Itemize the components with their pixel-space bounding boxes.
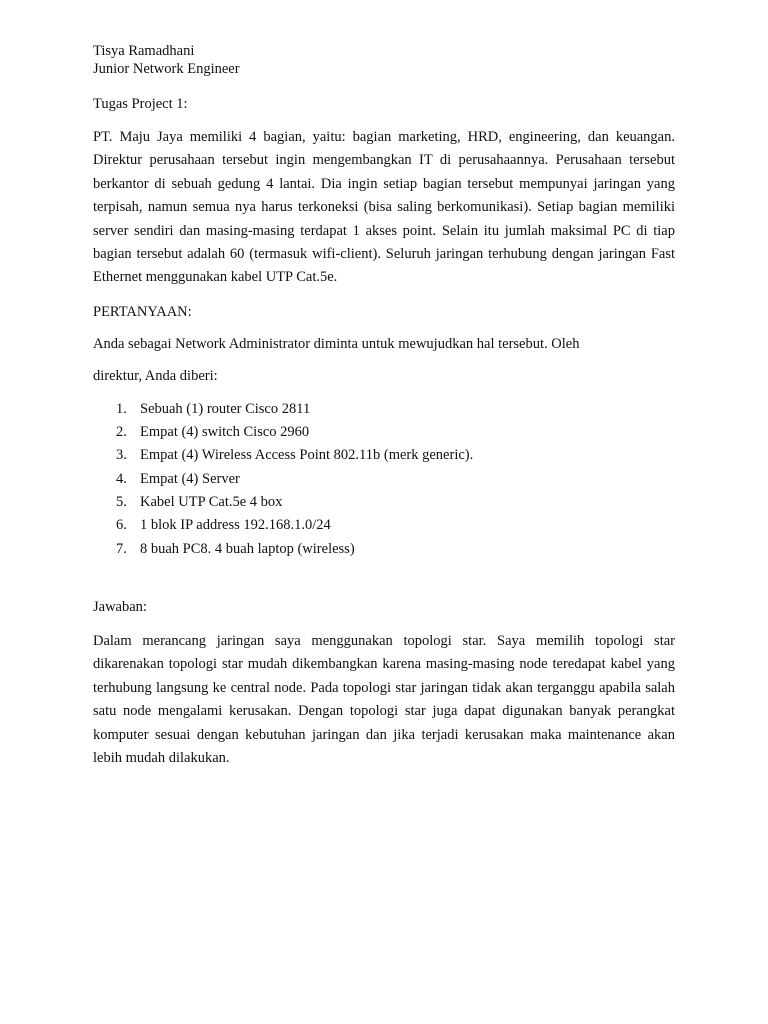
list-item — [93, 538, 675, 561]
list-item-text: 1 blok IP address 192.168.1.0/24 — [140, 517, 331, 534]
list-item-number: 7. — [116, 540, 127, 557]
answer-text: Dalam merancang jaringan saya menggunakan topologi star. Saya memilih topologi star dikarenakan topologi star mudah dikembangkan karena masing-masing node teredapat kabel yang terhubung langsung ke central node. Pada topologi star jaringan tidak akan terganggu apabila salah satu node mengalami kerusakan. Dengan topologi star juga dapat digunakan banyak perangkat komputer sesuai dengan kebutuhan jaringan dan jika terjadi kerusakan maka maintenance akan lebih mudah dilakukan. — [93, 632, 675, 766]
list-item-text: Empat (4) Server — [140, 470, 240, 487]
document-page — [93, 42, 675, 770]
list-item — [93, 514, 675, 537]
list-item-text: Empat (4) Wireless Access Point 802.11b (merk generic). — [140, 447, 474, 464]
list-item-number: 5. — [116, 494, 127, 511]
answer-title: Jawaban: — [93, 598, 147, 615]
list-item-number: 3. — [116, 447, 127, 464]
author-role: Junior Network Engineer — [93, 61, 240, 77]
list-item — [93, 491, 675, 514]
list-item-number: 2. — [116, 424, 127, 441]
list-item-number: 1. — [116, 400, 127, 417]
list-item-number: 6. — [116, 517, 127, 534]
question-line-1: Anda sebagai Network Administrator diminta untuk mewujudkan hal tersebut. Oleh — [93, 335, 580, 352]
list-item-text: Empat (4) switch Cisco 2960 — [140, 424, 310, 441]
author-name: Tisya Ramadhani — [93, 43, 195, 59]
list-item — [93, 398, 675, 421]
list-item — [93, 444, 675, 467]
task-title: Tugas Project 1: — [93, 96, 188, 112]
list-item — [93, 468, 675, 491]
list-item-number: 4. — [116, 470, 127, 487]
equipment-list — [93, 398, 675, 561]
list-item-text: 8 buah PC8. 4 buah laptop (wireless) — [140, 540, 355, 557]
list-item-text: Sebuah (1) router Cisco 2811 — [140, 400, 311, 417]
question-line-2: direktur, Anda diberi: — [93, 367, 218, 384]
list-item-text: Kabel UTP Cat.5e 4 box — [140, 494, 283, 511]
task-description: PT. Maju Jaya memiliki 4 bagian, yaitu: bagian marketing, HRD, engineering, dan keuangan. Direktur perusahaan tersebut ingin mengembangkan IT di perusahaannya. Perusahaan tersebut berkantor di sebuah gedung 4 lantai. Dia ingin setiap bagian tersebut mempunyai jaringan yang terpisah, namun semua nya harus terkoneksi (bisa saling berkomunikasi). Setiap bagian memiliki server sendiri dan masing-masing terdapat 1 akses point. Selain itu jumlah maksimal PC di tiap bagian tersebut adalah 60 (termasuk wifi-client). Seluruh jaringan terhubung dengan jaringan Fast Ethernet menggunakan kabel UTP Cat.5e. — [93, 129, 675, 286]
list-item — [93, 421, 675, 444]
question-title: PERTANYAAN: — [93, 303, 192, 320]
